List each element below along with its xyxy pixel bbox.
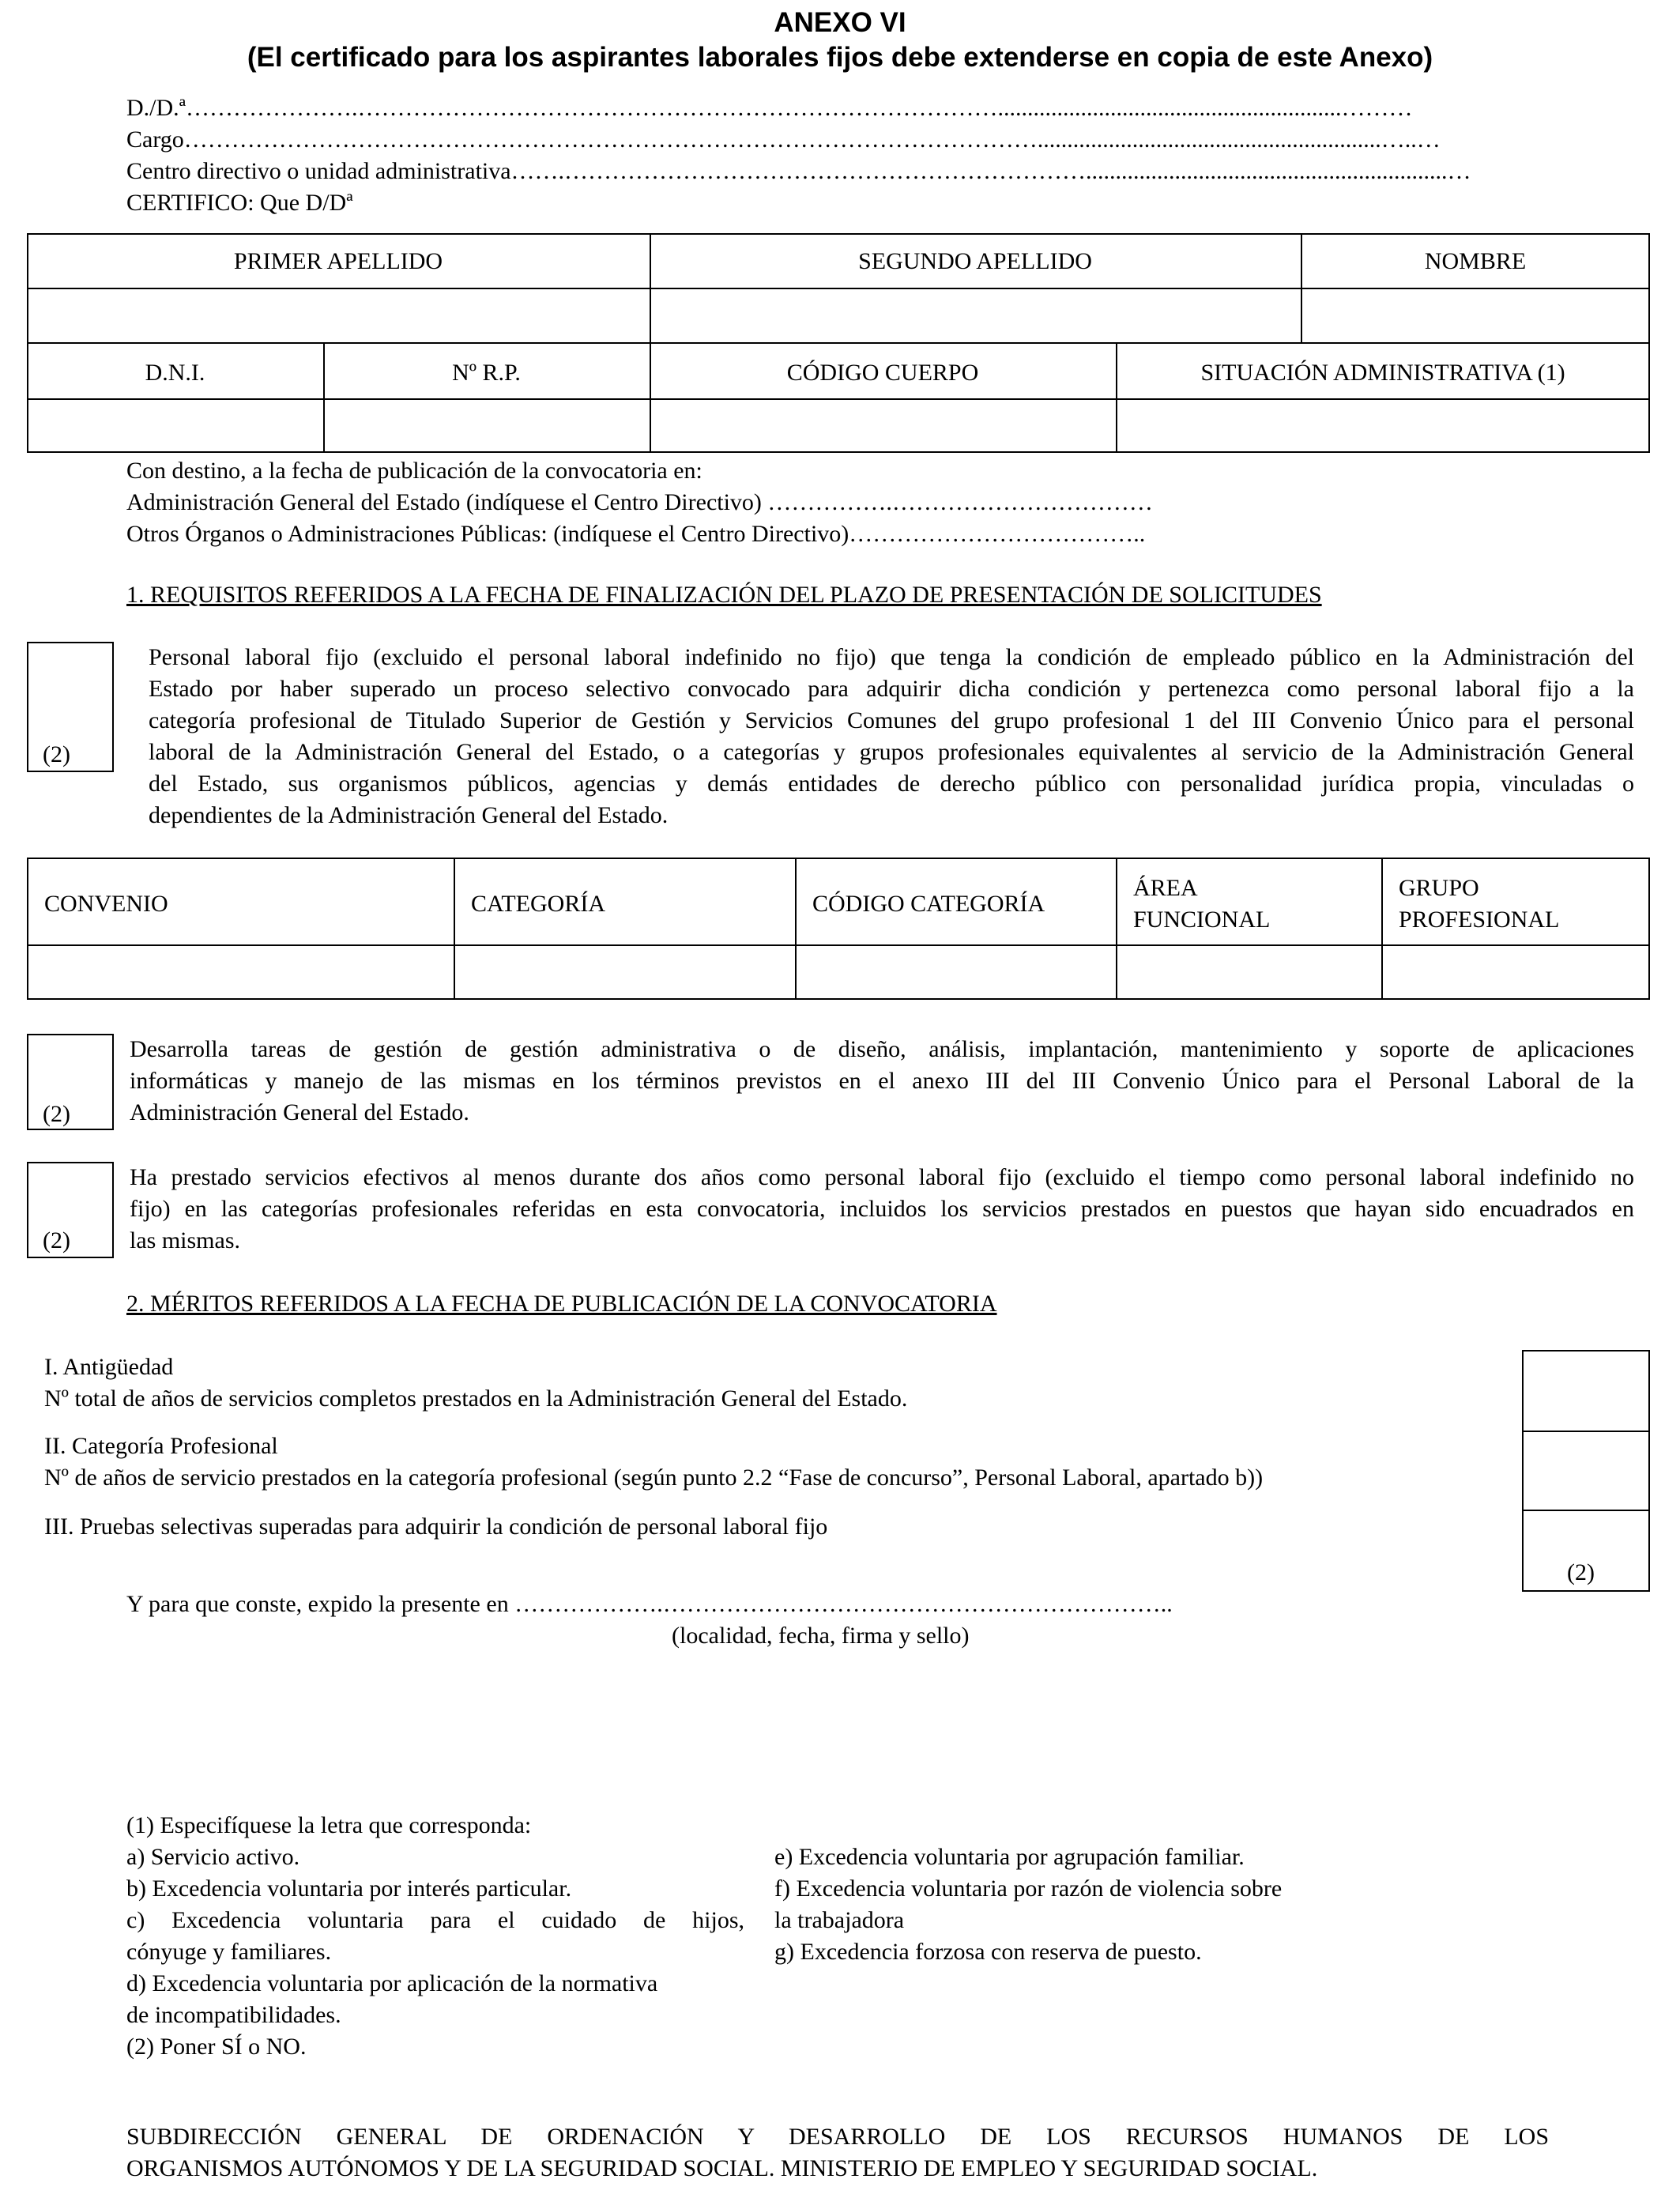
requirement-2-text: Desarrolla tareas de gestión de gestión administrativa o de diseño, análisis, implantación, mantenimiento y soporte de aplicaciones informáticas y manejo de las mismas en los términos previstos en el anexo III del III Convenio Único para el Personal Laboral de la Administración General del Estado. (130, 1036, 1634, 1125)
cargo-line: Cargo………………………………………………………………………………………………..........................................................…..… (126, 126, 1441, 153)
header-codigo-cuerpo: CÓDIGO CUERPO (786, 360, 979, 386)
header-convenio: CONVENIO (44, 891, 168, 917)
requirement-2-mark: (2) (43, 1101, 70, 1127)
header-funcional: FUNCIONAL (1133, 907, 1271, 933)
header-nombre: NOMBRE (1424, 248, 1527, 274)
merit-2-text: Nº de años de servicio prestados en la categoría profesional (según punto 2.2 “Fase de concurso”, Personal Laboral, apartado b)) (44, 1465, 1264, 1491)
expido-line: Y para que conste, expido la presente en ……………….……………………………………………………….. (126, 1591, 1173, 1617)
note-b: b) Excedencia voluntaria por interés particular. (126, 1875, 572, 1902)
note-2: (2) Poner SÍ o NO. (126, 2034, 307, 2060)
note-1: (1) Especifíquese la letra que corresponda: (126, 1812, 532, 1838)
merit-3-title: III. Pruebas selectivas superadas para adquirir la condición de personal laboral fijo (44, 1514, 828, 1540)
note-c: c) Excedencia voluntaria para el cuidado de hijos, cónyuge y familiares. (126, 1907, 744, 1965)
centro-line: Centro directivo o unidad administrativa…….………………………………………………………….............................................................… (126, 158, 1471, 184)
header-profesional: PROFESIONAL (1399, 907, 1560, 933)
header-dni: D.N.I. (145, 360, 205, 386)
requirement-1-mark: (2) (43, 741, 70, 767)
section-2-heading: 2. MÉRITOS REFERIDOS A LA FECHA DE PUBLICACIÓN DE LA CONVOCATORIA (126, 1291, 997, 1317)
firma-caption: (localidad, fecha, firma y sello) (672, 1623, 970, 1649)
dd-line: D./D.ª………………….………………………………………………………………………..........................................................……… (126, 95, 1413, 121)
destino-line-2: Administración General del Estado (indíquese el Centro Directivo) …………….…………………………… (126, 489, 1153, 515)
requirement-3-box (27, 1162, 114, 1258)
requirement-3-mark: (2) (43, 1227, 70, 1253)
header-categoria: CATEGORÍA (471, 891, 605, 917)
header-segundo-apellido: SEGUNDO APELLIDO (858, 248, 1092, 274)
note-d-cont: de incompatibilidades. (126, 2002, 341, 2028)
header-situacion-administrativa: SITUACIÓN ADMINISTRATIVA (1) (1200, 360, 1565, 386)
requirement-1-text: Personal laboral fijo (excluido el personal laboral indefinido no fijo) que tenga la condición de empleado público en la Administración del Estado por haber superado un proceso selectivo convocado para adquirir dicha condición y pertenezca como personal laboral fijo a la categoría profesional de Titulado Superior de Gestión y Servicios Comunes del grupo profesional 1 del III Convenio Único para el personal laboral de la Administración General del Estado, o a categorías y grupos profesionales equivalentes al servicio de la Administración General del Estado, sus organismos públicos, agencias y demás entidades de derecho público con personalidad jurídica propia, vinculadas o dependientes de la Administración General del Estado. (149, 644, 1634, 828)
requirement-2-box (27, 1034, 114, 1130)
requirement-3-text: Ha prestado servicios efectivos al menos durante dos años como personal laboral fijo (excluido el tiempo como personal laboral indefinido no fijo) en las categorías profesionales referidas en esta convocatoria, incluidos los servicios prestados en puestos que hayan sido encuadrados en las mismas. (130, 1164, 1634, 1253)
section-1-heading: 1. REQUISITOS REFERIDOS A LA FECHA DE FINALIZACIÓN DEL PLAZO DE PRESENTACIÓN DE SOLICITUDES (126, 582, 1322, 608)
merit-1-title: I. Antigüedad (44, 1354, 174, 1380)
destino-line-1: Con destino, a la fecha de publicación de la convocatoria en: (126, 458, 703, 484)
merits-mark: (2) (1567, 1559, 1595, 1585)
merit-2-title: II. Categoría Profesional (44, 1433, 278, 1459)
requirement-1-box (27, 642, 114, 772)
note-f-cont: la trabajadora (774, 1907, 905, 1933)
certifico-line: CERTIFICO: Que D/Dª (126, 190, 353, 216)
header-grupo: GRUPO (1399, 875, 1479, 901)
header-area: ÁREA (1133, 875, 1198, 901)
header-primer-apellido: PRIMER APELLIDO (233, 248, 443, 274)
header-nrp: Nº R.P. (452, 360, 521, 386)
note-a: a) Servicio activo. (126, 1844, 300, 1870)
note-d: d) Excedencia voluntaria por aplicación de la normativa (126, 1970, 658, 1996)
merit-1-text: Nº total de años de servicios completos prestados en la Administración General del Estado. (44, 1385, 908, 1412)
destino-line-3: Otros Órganos o Administraciones Públicas: (indíquese el Centro Directivo)……………………………….. (126, 521, 1146, 547)
note-e: e) Excedencia voluntaria por agrupación familiar. (774, 1844, 1245, 1870)
header-codigo-categoria: CÓDIGO CATEGORÍA (812, 891, 1045, 917)
footer-issuer: SUBDIRECCIÓN GENERAL DE ORDENACIÓN Y DESARROLLO DE LOS RECURSOS HUMANOS DE LOS ORGANISMOS AUTÓNOMOS Y DE LA SEGURIDAD SOCIAL. MINISTERIO DE EMPLEO Y SEGURIDAD SOCIAL. (126, 2124, 1549, 2181)
note-f: f) Excedencia voluntaria por razón de violencia sobre (774, 1875, 1283, 1902)
page-title: ANEXO VI (774, 7, 906, 38)
page-subtitle: (El certificado para los aspirantes laborales fijos debe extenderse en copia de este Anexo) (247, 42, 1433, 73)
note-g: g) Excedencia forzosa con reserva de puesto. (774, 1939, 1202, 1965)
